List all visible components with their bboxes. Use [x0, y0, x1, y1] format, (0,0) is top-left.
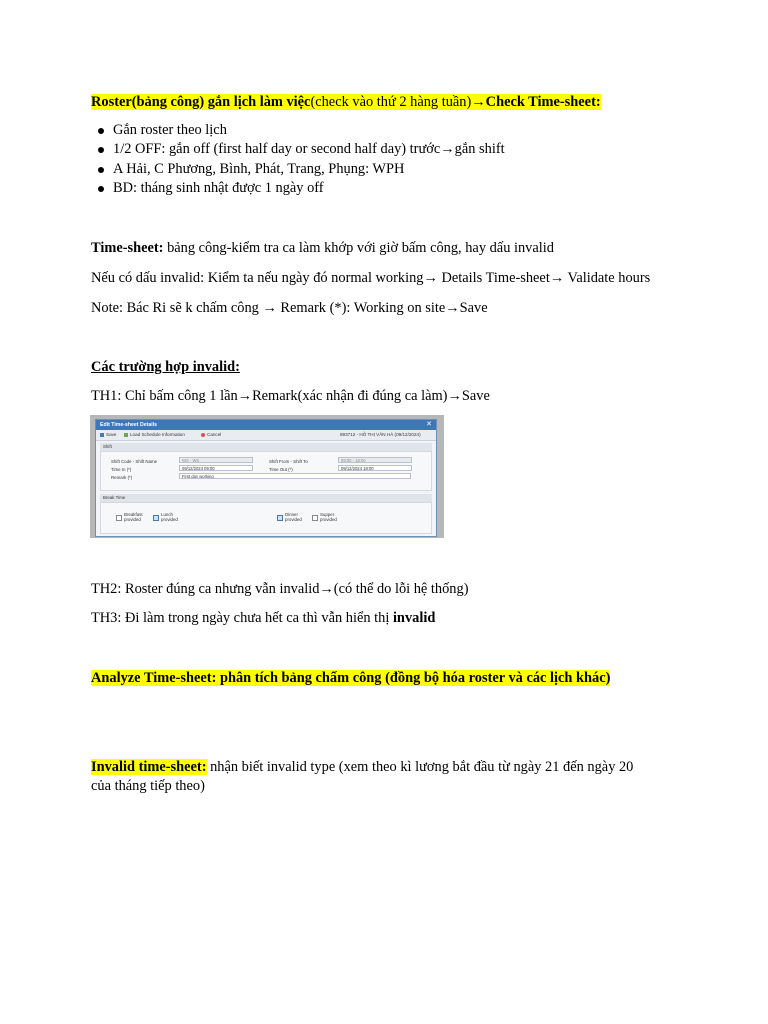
- dinner-checkbox[interactable]: [277, 515, 283, 521]
- dinner-label: Dinner provided: [285, 512, 302, 522]
- cases-heading: [91, 358, 240, 376]
- analyze-heading: [91, 669, 610, 687]
- background-text: [150, 415, 151, 418]
- arrow: →: [471, 94, 486, 110]
- shift-code-label: Shift Code - Shift Name: [111, 459, 158, 464]
- dialog-title: Edit Time-sheet Details: [96, 420, 436, 430]
- supper-checkbox[interactable]: [312, 515, 318, 521]
- breakfast-checkbox[interactable]: [116, 515, 122, 521]
- load-icon: [124, 433, 128, 437]
- timesheet-text: bảng công-kiểm tra ca làm khớp với giờ bấm công, hay dấu invalid: [163, 240, 554, 256]
- roster-title-normal: (check vào thứ 2 hàng tuần): [310, 94, 472, 110]
- breakfast-label: Breakfast provided: [124, 512, 143, 522]
- list-item-text: A Hải, C Phương, Bình, Phát, Trang, Phụng: WPH: [113, 160, 405, 177]
- lunch-checkbox[interactable]: [153, 515, 159, 521]
- shift-code-field: WS - WS: [179, 457, 253, 463]
- time-out-field[interactable]: 09/12/2024 18:00: [338, 465, 412, 471]
- bullet-icon: [98, 186, 104, 192]
- shift-from-label: Shift From - Shift To: [269, 459, 308, 464]
- break-section-header: Break Time: [100, 494, 432, 502]
- bullet-icon: [98, 128, 104, 134]
- remark-label: Remark (*): [111, 475, 133, 480]
- break-panel: [100, 502, 432, 534]
- list-item: [91, 121, 505, 140]
- case-th3: [91, 609, 435, 627]
- case-th3-bold: invalid: [392, 610, 436, 626]
- invalid-timesheet-line-2: của tháng tiếp theo): [91, 778, 205, 794]
- invalid-timesheet-text: nhận biết invalid type (xem theo kì lương bắt đầu từ ngày 21 đến ngày 20: [206, 759, 634, 775]
- list-item-text: 1/2 OFF: gắn off (first half day or second half day) trước→gắn shift: [113, 141, 505, 158]
- roster-title-bold: Roster(bảng công) gắn lịch làm việc: [91, 94, 311, 110]
- timesheet-label: Time-sheet:: [91, 240, 164, 256]
- load-schedule-button[interactable]: Load Schedule Information: [124, 430, 185, 440]
- save-icon: [100, 433, 104, 437]
- case-th3-text: TH3: Đi làm trong ngày chưa hết ca thì vẫn hiển thị: [91, 610, 393, 626]
- dialog-toolbar: [96, 430, 436, 441]
- invalid-timesheet-label: Invalid time-sheet:: [91, 759, 207, 775]
- shift-section-header: Shift: [100, 443, 432, 451]
- bullet-icon: [98, 147, 104, 153]
- time-out-label: Time Out (*): [269, 467, 293, 472]
- shift-panel: [100, 451, 432, 491]
- shift-from-field: 09:00 - 18:00: [338, 457, 412, 463]
- time-in-field[interactable]: 09/12/2024 09:00: [179, 465, 253, 471]
- roster-title-end: Check Time-sheet:: [485, 94, 601, 110]
- time-in-label: Time In (*): [111, 467, 132, 472]
- cases-heading-text: Các trường hợp invalid:: [91, 359, 240, 375]
- case-th2: TH2: Roster đúng ca nhưng vẫn invalid→(có thể do lỗi hệ thống): [91, 581, 469, 597]
- note-line: Note: Bác Ri sẽ k chấm công → Remark (*): Working on site→Save: [91, 300, 488, 316]
- list-item-text: BD: tháng sinh nhật được 1 ngày off: [113, 179, 324, 196]
- list-item: [91, 179, 505, 198]
- roster-bullet-list: [91, 121, 505, 198]
- analyze-text: Analyze Time-sheet: phân tích bảng chấm công (đồng bộ hóa roster và các lịch khác): [91, 670, 611, 686]
- list-item: [91, 140, 505, 159]
- roster-heading: [91, 93, 601, 111]
- timesheet-dialog-screenshot: [90, 415, 444, 538]
- case-th1: TH1: Chỉ bấm công 1 lần→Remark(xác nhận đi đúng ca làm)→Save: [91, 388, 490, 404]
- list-item: [91, 160, 505, 179]
- invalid-timesheet-line: [91, 758, 633, 776]
- employee-label: 893712 - HỒ THỊ VÂN HÀ (09/12/2024): [340, 432, 421, 437]
- supper-label: Supper provided: [320, 512, 337, 522]
- timesheet-line: [91, 239, 554, 257]
- list-item-text: Gắn roster theo lịch: [113, 122, 227, 138]
- lunch-label: Lunch provided: [161, 512, 178, 522]
- bullet-icon: [98, 167, 104, 173]
- cancel-button[interactable]: Cancel: [201, 430, 221, 440]
- close-icon[interactable]: ✕: [426, 421, 432, 428]
- edit-timesheet-dialog: [95, 419, 437, 537]
- cancel-icon: [201, 433, 205, 437]
- save-button[interactable]: Save: [100, 430, 116, 440]
- remark-field[interactable]: First day working: [179, 473, 411, 479]
- invalid-check-line: Nếu có dấu invalid: Kiểm ta nếu ngày đó normal working→ Details Time-sheet→ Validate hours: [91, 270, 651, 286]
